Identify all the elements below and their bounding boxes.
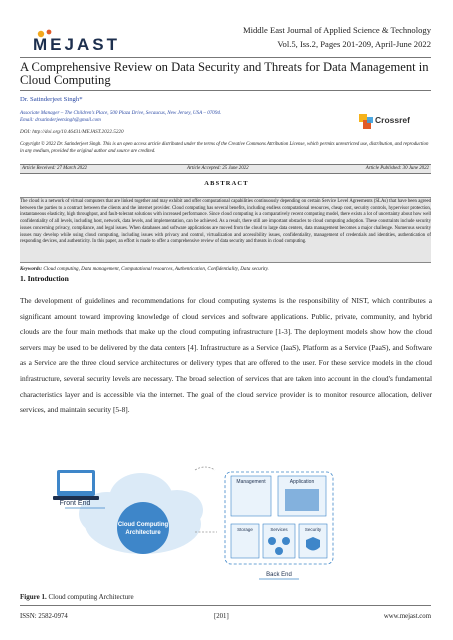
author-name[interactable]: Dr. Satinderjeet Singh* <box>20 96 83 103</box>
header-divider <box>20 57 431 58</box>
author-email[interactable]: Email: drsatinderjeetsingh@gmail.com <box>20 117 101 123</box>
copyright-notice: Copyright © 2022 Dr. Satinderjeet Singh. This is an open access article distributed under the terms of the Creative Commons Attribution License, which permits unrestricted use, distribution, and reproduction in any medium, provided the original author and source are credited. <box>20 142 429 154</box>
application-label: Application <box>289 479 315 485</box>
received-date: Article Received: 27 March 2022 <box>22 166 88 171</box>
journal-info <box>243 23 431 51</box>
article-dates-bar <box>20 164 431 174</box>
laptop-icon <box>53 470 99 500</box>
storage-label: Storage <box>237 527 253 532</box>
cloud-label-line2: Architecture <box>125 530 161 536</box>
keywords <box>20 266 431 272</box>
services-label: Services <box>270 527 288 532</box>
abstract-text: The cloud is a network of virtual computers that are linked together and may exhibit and offer computational capabilities continuously depending on certain Service Level Agreements (SLAs) that have been agreed between the parties to a contract between the clients and the internet provider. Cloud computing has several benefits, including endless computational resources, cheap cost, security controls, hypervisor protection, instantaneous elasticity, high throughput, and fault-tolerant solutions with increased performance. Since cloud computing is a comparatively recent computing model, there exists a lot of uncertainty about how well confidentiality of all levels, including host, network, data levels, and implementation, can be achieved. As a result, there still are important obstacles to cloud computing adoption. These constraints include security issues concerning privacy, compliance, and legal issues. When databases and software applications are moved from the cloud to large data centers, data management becomes a major challenge. Numerous security issues may develop while using cloud computing, including issues with privacy and control, virtualization and accessibility issues, confidentiality, management of credentials and identities, authentication of responding devices, and authenticity. In this paper, an effort is made to offer a comprehensive review of data security and threats in cloud computing. <box>20 199 431 245</box>
section-body: The development of guidelines and recommendations for cloud computing systems is the responsibility of NIST, which contributes a significant amount toward improving knowledge of cloud services and software applications. Public, private, community, and hybrid clouds are the four main methods that make up the cloud computing infrastructure [1-3]. The deployment models show how the cloud servers may be used to be delivered by the data centers [4]. Infrastructure as a Service (IaaS), Platform as a Service (PaaS), and Software as a Service are the three cloud service architectures or delivery types that are offered to the user. For these service models in the cloud infrastructure, several security levels are necessary. The broad selection of services that are taken into account in the cloud's fundamental characteristics layer and is accessible via the internet. The goal of the cloud service provider is to monitor resource allocation, deliver services, and maintain security [5-8]. <box>20 296 432 415</box>
footer-page-number: [201] <box>214 613 229 620</box>
footer-website[interactable]: www.mejast.com <box>383 613 431 620</box>
management-label: Management <box>236 479 266 485</box>
back-end-label: Back End <box>266 572 292 578</box>
article-title: A Comprehensive Review on Data Security and Threats for Data Management in Cloud Computing <box>20 60 429 87</box>
journal-name: Middle East Journal of Applied Science & Technology <box>242 25 431 35</box>
keywords-label: Keywords: <box>20 266 43 272</box>
footer-divider <box>20 605 431 606</box>
journal-volume: Vol.5, Iss.2, Pages 201-209, April-June 2022 <box>277 39 431 49</box>
section-heading: 1. Introduction <box>20 274 69 283</box>
front-end-label: Front End <box>59 500 91 507</box>
journal-logo-text: MEJAST <box>33 35 120 54</box>
cloud-label-line1: Cloud Computing <box>117 522 169 528</box>
article-doi[interactable]: DOI: http://doi.org/10.46431/MEJAST.2022.5220 <box>20 129 124 135</box>
title-divider <box>20 90 431 91</box>
accepted-date: Article Accepted: 25 June 2022 <box>187 166 249 171</box>
keywords-list: Cloud computing, Data management, Computational resources, Authentication, Confidentiality, Data security. <box>43 266 269 272</box>
security-label: Security <box>304 527 322 532</box>
published-date: Article Published: 30 June 2022 <box>365 166 429 171</box>
abstract-heading: ABSTRACT <box>204 180 249 187</box>
crossref-label[interactable]: Crossref <box>375 115 410 125</box>
footer-issn: ISSN: 2582-0974 <box>20 613 68 620</box>
architecture-circle <box>117 502 169 554</box>
figure-caption-label: Figure 1. <box>20 593 47 601</box>
affiliation-text: Associate Manager – The Children’s Place, 500 Plaza Drive, Secaucus, New Jersey, USA – 07094. <box>20 110 222 116</box>
figure-caption-text: Cloud computing Architecture <box>48 593 134 601</box>
author-affiliation <box>20 110 221 124</box>
cloud-architecture-figure <box>45 444 410 592</box>
figure-caption <box>20 593 134 601</box>
